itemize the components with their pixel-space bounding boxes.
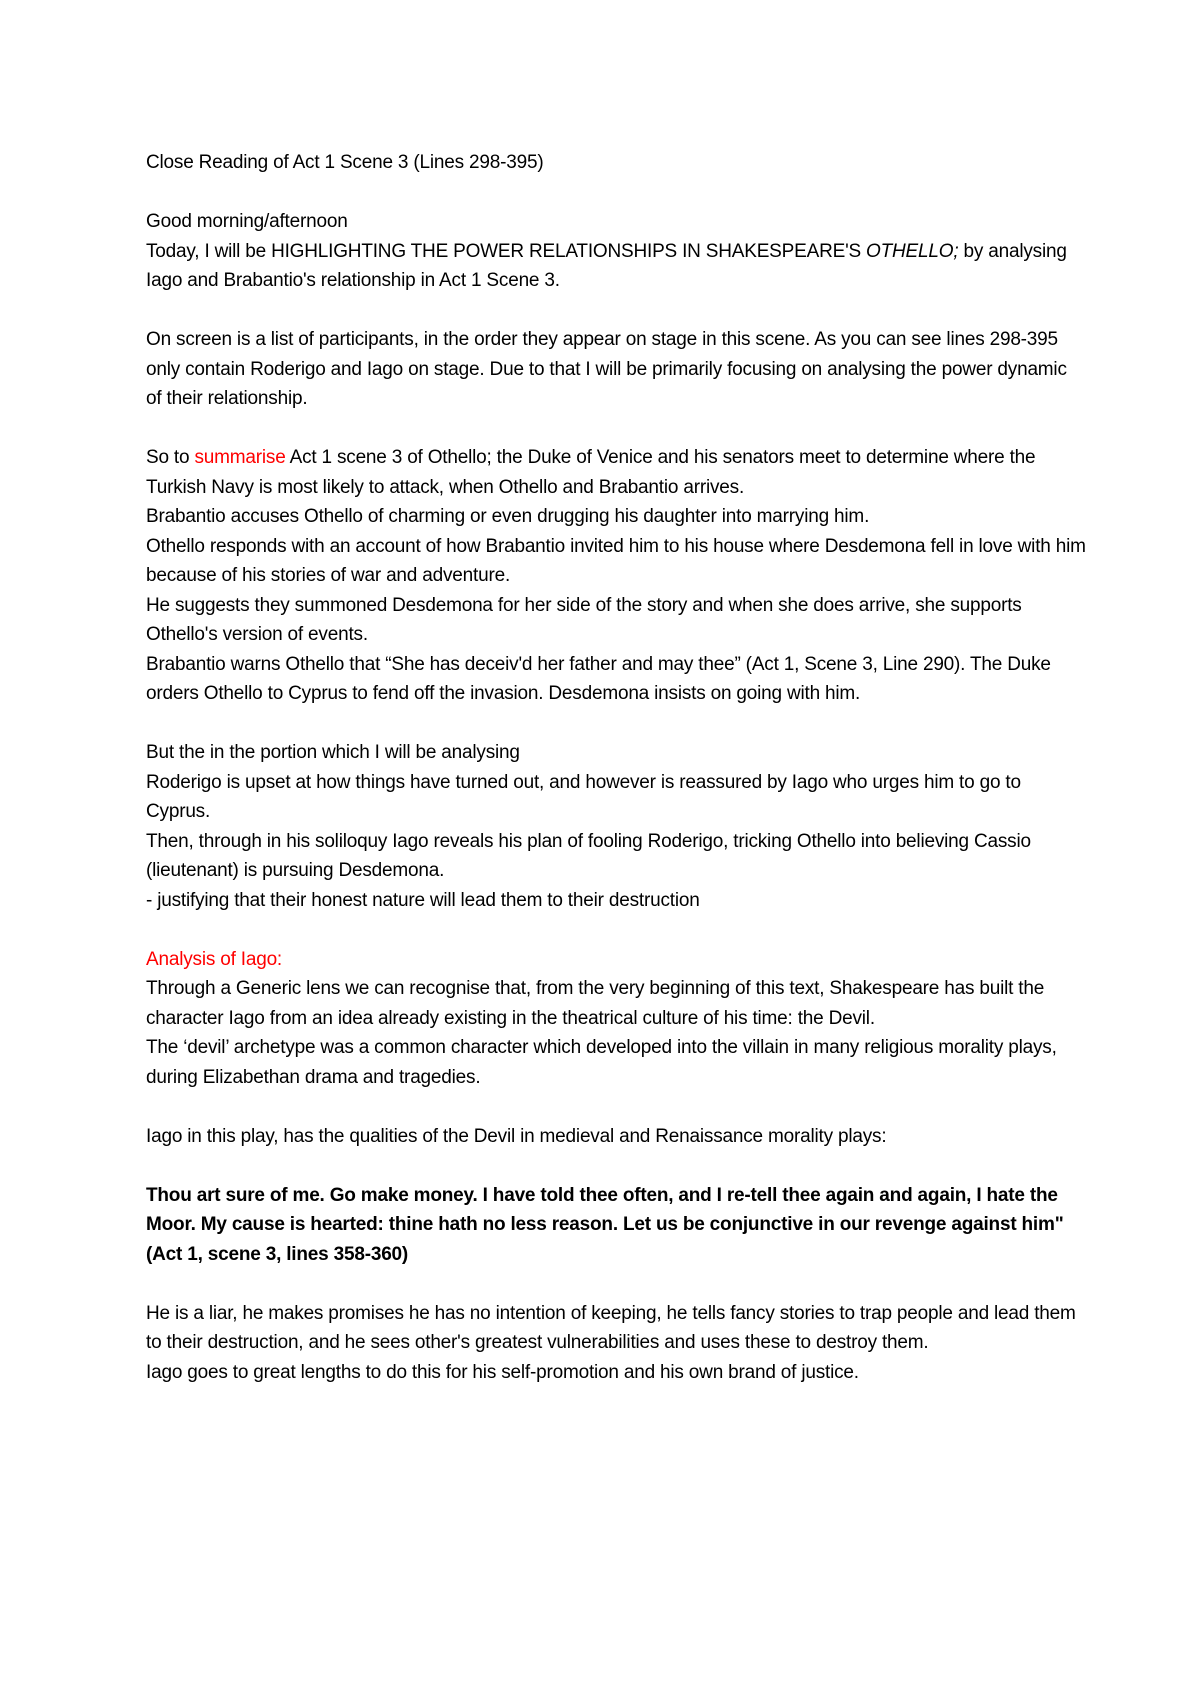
intro-prefix: Today, I will be HIGHLIGHTING THE POWER RELATIONSHIPS IN SHAKESPEARE'S — [146, 240, 867, 262]
liar-paragraph: He is a liar, he makes promises he has no intention of keeping, he tells fancy stories to trap people and lead them to their destruction, and he sees other's greatest vulnerabilities and uses these to destroy them. — [146, 1302, 1076, 1353]
analysis-heading: Analysis of Iago: — [146, 948, 283, 970]
spacer — [146, 178, 1086, 208]
play-title-italic: OTHELLO; — [866, 240, 959, 262]
spacer — [146, 1151, 1086, 1181]
summary-paragraph — [146, 443, 1086, 502]
spacer — [146, 915, 1086, 945]
spacer — [146, 1269, 1086, 1299]
quote-block: Thou art sure of me. Go make money. I have told thee often, and I re-tell thee again and again, I hate the Moor. My cause is hearted: thine hath no less reason. Let us be conjunctive in our revenge against him" (Act 1, scene 3, lines 358-360) — [146, 1184, 1064, 1265]
summary-line: Brabantio warns Othello that “She has deceiv'd her father and may thee” (Act 1, Scene 3, Line 290). The Duke orders Othello to Cyprus to fend off the invasion. Desdemona insists on going with him. — [146, 653, 1051, 704]
spacer — [146, 414, 1086, 444]
portion-line: Roderigo is upset at how things have turned out, and however is reassured by Iago who urges him to go to Cyprus. — [146, 771, 1021, 822]
qualities-line: Iago in this play, has the qualities of the Devil in medieval and Renaissance morality plays: — [146, 1125, 887, 1147]
spacer — [146, 1092, 1086, 1122]
greeting: Good morning/afternoon — [146, 211, 348, 232]
intro-suffix: by analysing Iago and Brabantio's relationship in Act 1 Scene 3. — [146, 240, 1067, 291]
summary-lead: So to — [146, 447, 195, 468]
portion-line: Then, through in his soliloquy Iago reveals his plan of fooling Roderigo, tricking Othello into believing Cassio (lieutenant) is pursuing Desdemona. — [146, 830, 1031, 881]
summary-line: Brabantio accuses Othello of charming or even drugging his daughter into marrying him. — [146, 506, 870, 527]
portion-line: - justifying that their honest nature will lead them to their destruction — [146, 889, 700, 911]
document-body — [146, 148, 1086, 1387]
summary-line: Othello responds with an account of how Brabantio invited him to his house where Desdemona fell in love with him because of his stories of war and adventure. — [146, 535, 1086, 586]
summary-line: He suggests they summoned Desdemona for her side of the story and when she does arrive, she supports Othello's version of events. — [146, 594, 1022, 645]
analysis-line: The ‘devil’ archetype was a common character which developed into the villain in many religious morality plays, during Elizabethan drama and tragedies. — [146, 1037, 1057, 1088]
page-title: Close Reading of Act 1 Scene 3 (Lines 298-395) — [146, 152, 544, 173]
summarise-highlight: summarise — [194, 447, 286, 468]
intro-paragraph — [146, 237, 1086, 296]
spacer — [146, 296, 1086, 326]
portion-line: But the in the portion which I will be analysing — [146, 742, 520, 763]
summary-rest: Act 1 scene 3 of Othello; the Duke of Venice and his senators meet to determine where the Turkish Navy is most likely to attack, when Othello and Brabantio arrives. — [146, 447, 1036, 498]
lengths-line: Iago goes to great lengths to do this for his self-promotion and his own brand of justice. — [146, 1361, 859, 1383]
participants-paragraph: On screen is a list of participants, in the order they appear on stage in this scene. As you can see lines 298-395 only contain Roderigo and Iago on stage. Due to that I will be primarily focusing on analysing the power dynamic of their relationship. — [146, 329, 1067, 409]
analysis-line: Through a Generic lens we can recognise that, from the very beginning of this text, Shakespeare has built the character Iago from an idea already existing in the theatrical culture of his time: the Devil. — [146, 978, 1045, 1029]
spacer — [146, 709, 1086, 739]
